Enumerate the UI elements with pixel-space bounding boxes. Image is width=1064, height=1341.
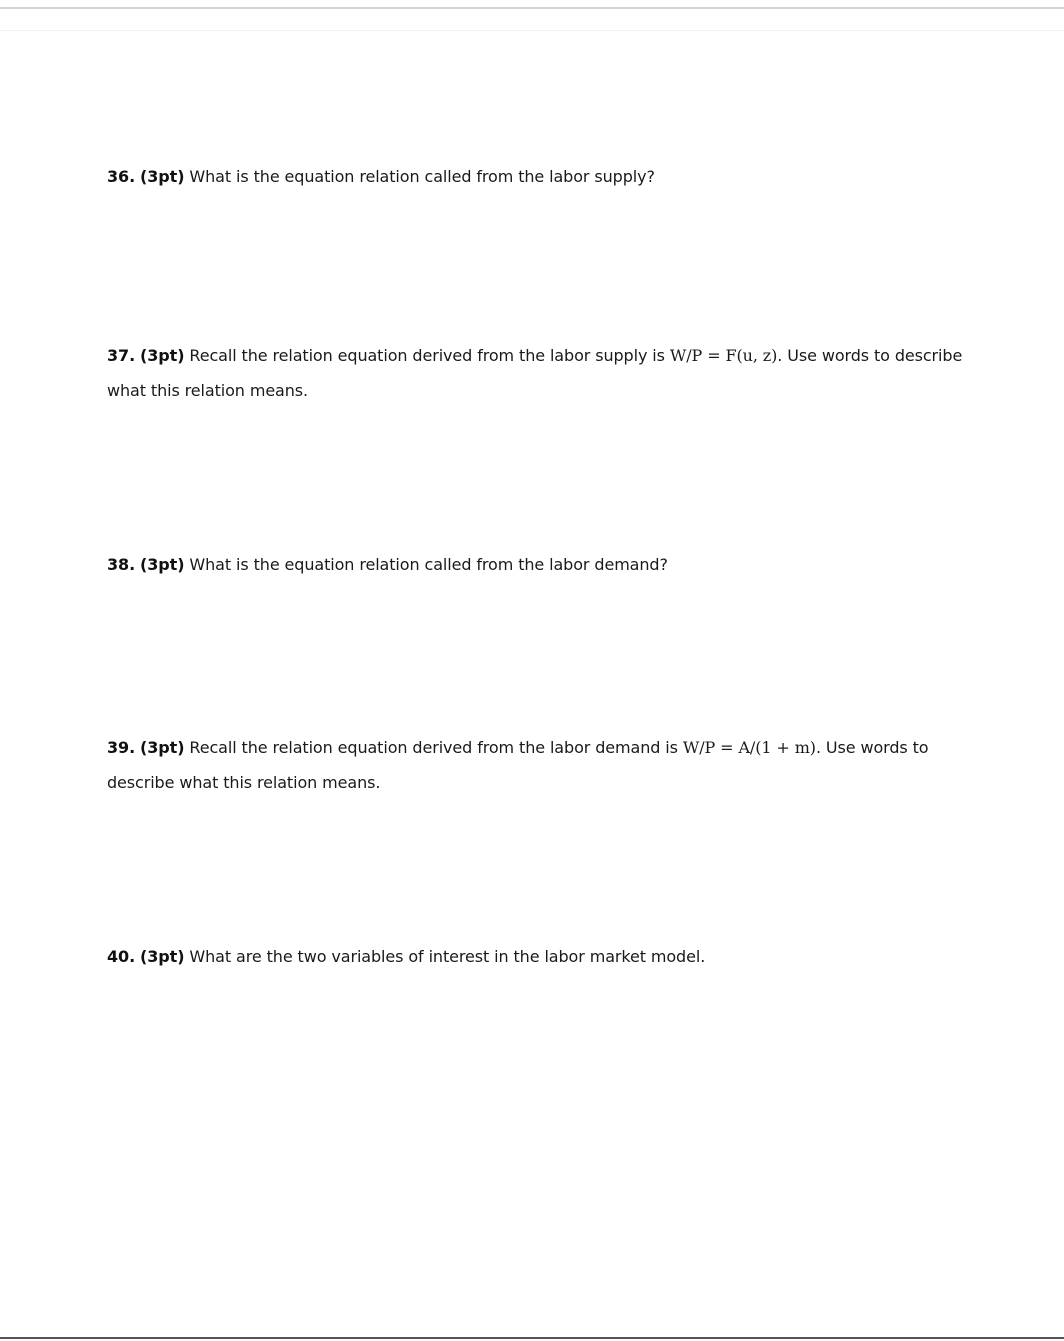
question-number: 38.	[107, 555, 136, 574]
question-number: 39.	[107, 738, 136, 757]
question-number: 40.	[107, 947, 136, 966]
question-points: (3pt)	[140, 555, 185, 574]
top-divider	[0, 7, 1064, 9]
question-37	[107, 338, 967, 408]
question-text: What is the equation relation called from the labor supply?	[189, 167, 655, 186]
question-number: 37.	[107, 346, 136, 365]
question-number: 36.	[107, 167, 136, 186]
question-equation: W/P = F(u, z)	[669, 346, 778, 365]
header-divider	[0, 30, 1064, 31]
question-equation: W/P = A/(1 + m)	[682, 738, 816, 757]
bottom-divider	[0, 1337, 1064, 1339]
question-points: (3pt)	[140, 947, 185, 966]
question-40	[107, 939, 967, 974]
question-points: (3pt)	[140, 167, 185, 186]
question-39	[107, 730, 967, 800]
question-text: What are the two variables of interest in the labor market model.	[189, 947, 706, 966]
question-text-continued: . Use words to describe what this relation means.	[107, 346, 963, 400]
question-points: (3pt)	[140, 346, 185, 365]
question-points: (3pt)	[140, 738, 185, 757]
question-text: Recall the relation equation derived from the labor supply is	[189, 346, 665, 365]
question-38	[107, 547, 967, 582]
question-text: Recall the relation equation derived from the labor demand is	[189, 738, 678, 757]
question-text: What is the equation relation called from the labor demand?	[189, 555, 668, 574]
question-text-continued: . Use words to describe what this relation means.	[107, 738, 929, 792]
question-36	[107, 159, 967, 194]
